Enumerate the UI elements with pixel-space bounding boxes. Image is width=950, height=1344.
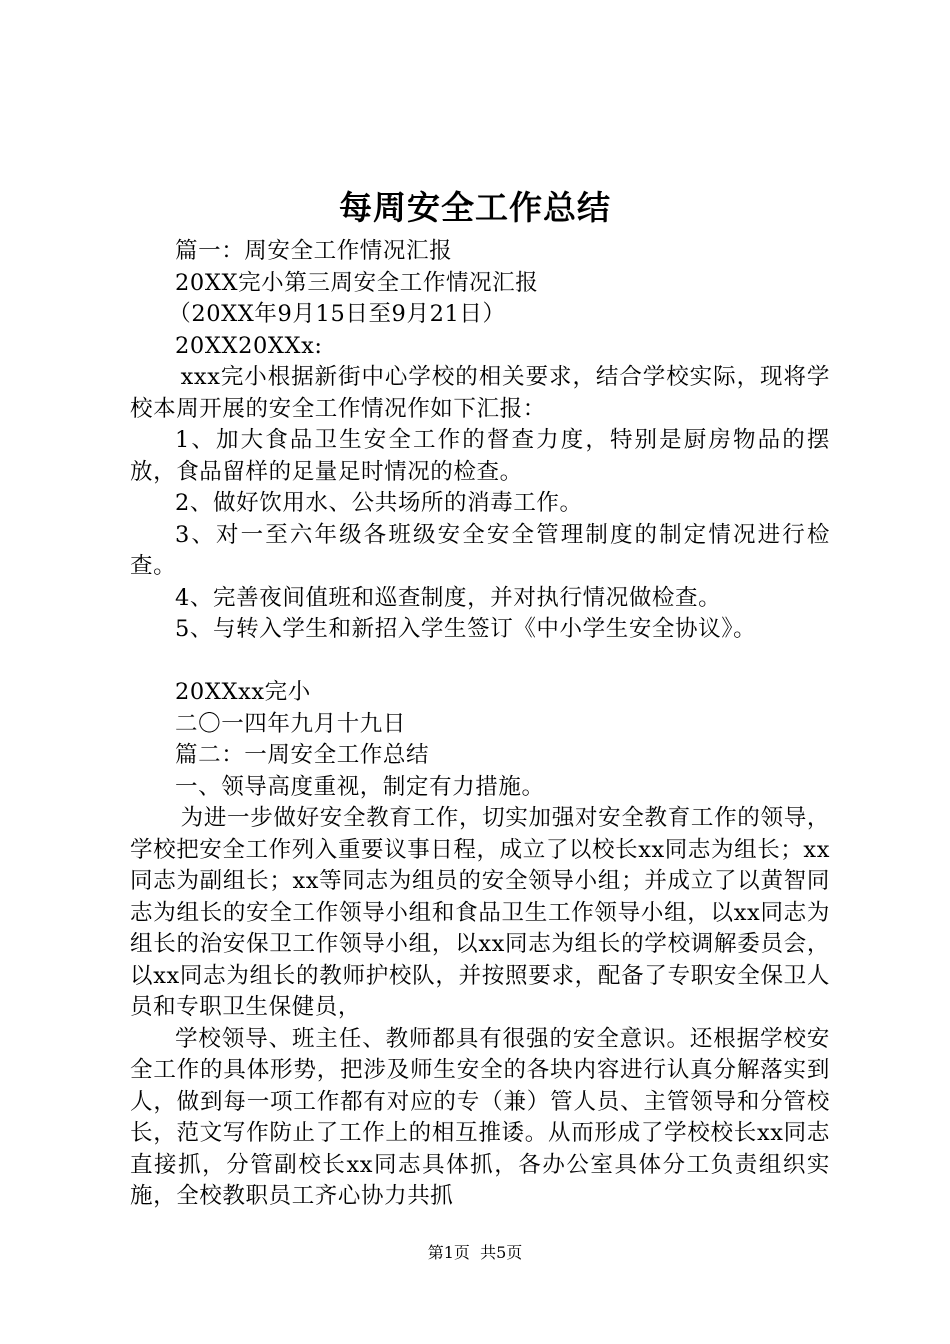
list-item: 1、加大食品卫生安全工作的督查力度，特别是厨房物品的摆放，食品留样的足量足时情况的检查。 — [130, 427, 830, 485]
body-paragraph: 学校领导、班主任、教师都具有很强的安全意识。还根据学校安全工作的具体形势，把涉及师生安全的各块内容进行认真分解落实到人，做到每一项工作都有对应的专（兼）管人员、主管领导和分管校长，范文写作防止了工作上的相互推诿。从而形成了学校校长xx同志直接抓，分管副校长xx同志具体抓，各办公室具体分工负责组织实施，全校教职员工齐心协力共抓 — [130, 1025, 830, 1209]
page-total: 共5页 — [480, 1243, 523, 1262]
intro-paragraph: xxx完小根据新街中心学校的相关要求，结合学校实际，现将学校本周开展的安全工作情况作如下汇报： — [130, 364, 830, 422]
page-footer — [0, 1242, 950, 1264]
section-heading-2: 篇二：一周安全工作总结 — [175, 742, 430, 768]
signature-date: 二〇一四年九月十九日 — [175, 710, 407, 737]
list-item: 4、完善夜间值班和巡查制度，并对执行情况做检查。 — [175, 584, 722, 611]
footer-separator — [470, 1243, 480, 1262]
report-date-range: （20XX年9月15日至9月21日） — [168, 301, 506, 327]
subsection-heading: 一、领导高度重视，制定有力措施。 — [175, 773, 545, 800]
document-body — [130, 236, 830, 1213]
blank-line — [130, 646, 830, 678]
document-title: 每周安全工作总结 — [339, 188, 611, 227]
body-paragraph: 为进一步做好安全教育工作，切实加强对安全教育工作的领导，学校把安全工作列入重要议事日程，成立了以校长xx同志为组长；xx同志为副组长；xx等同志为组员的安全领导小组；并成立了以黄智同志为组长的安全工作领导小组和食品卫生工作领导小组，以xx同志为组长的治安保卫工作领导小组，以xx同志为组长的学校调解委员会，以xx同志为组长的教师护校队，并按照要求，配备了专职安全保卫人员和专职卫生保健员， — [130, 805, 830, 1020]
salutation: 20XX20XXx: — [175, 332, 323, 359]
report-title: 20XX完小第三周安全工作情况汇报 — [175, 269, 539, 296]
signature-org: 20XXxx完小 — [175, 679, 311, 705]
page-number: 第1页 — [427, 1243, 470, 1262]
section-heading-1: 篇一：周安全工作情况汇报 — [175, 238, 453, 264]
list-item: 2、做好饮用水、公共场所的消毒工作。 — [175, 490, 583, 516]
list-item: 3、对一至六年级各班级安全安全管理制度的制定情况进行检查。 — [130, 521, 830, 579]
list-item: 5、与转入学生和新招入学生签订《中小学生安全协议》。 — [175, 616, 757, 642]
